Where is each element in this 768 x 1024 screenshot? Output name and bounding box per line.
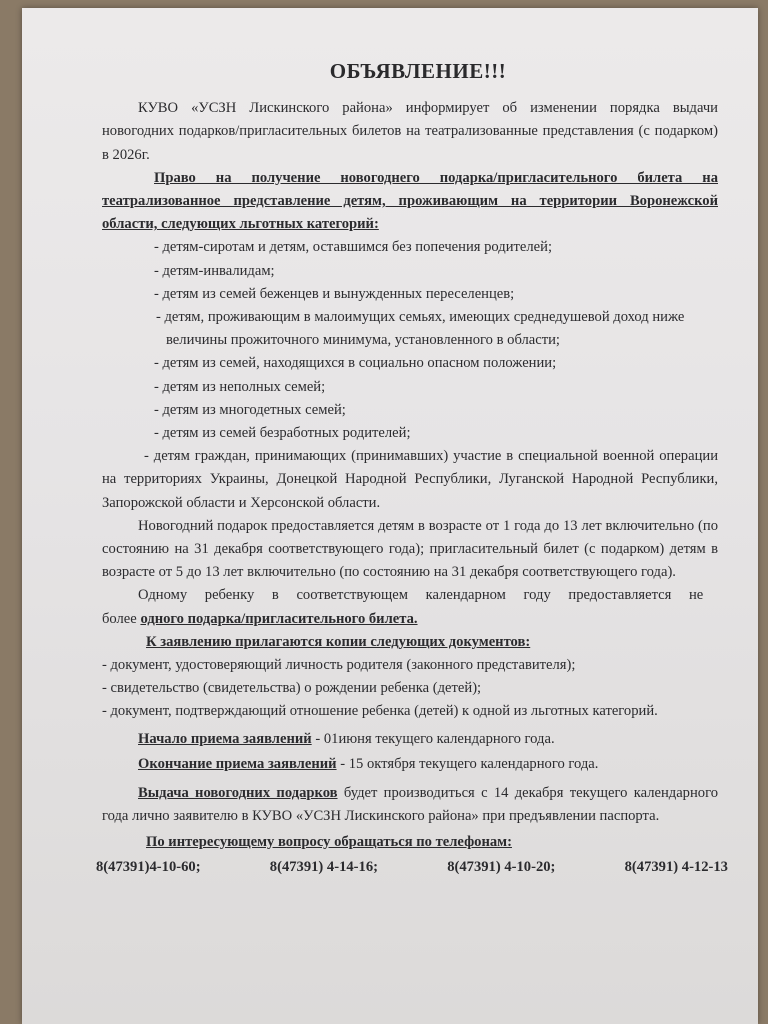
start-label: Начало приема заявлений [138,730,312,747]
phone-number: 8(47391)4-10-60; [96,858,201,875]
one-child-text: Одному ребенку в соответствующем календарном году предоставляется не более [102,587,704,627]
category-item: - детям из неполных семей; [154,378,326,395]
issue-paragraph [102,782,718,828]
announcement-document [96,59,728,879]
end-text: - 15 октября текущего календарного года. [336,755,599,772]
eligibility-heading: Право на получение новогоднего подарка/пригласительного билета на театрализованное представление детям, проживающим на территории Воронежской области, следующих льготных категорий: [102,169,718,233]
category-item: - детям, проживающим в малоимущих семьях, имеющих среднедушевой доход ниже величины прожиточного минимума, установленного в области; [156,309,685,349]
announcement-title: ОБЪЯВЛЕНИЕ!!! [329,59,507,83]
issue-text: будет производиться с 14 декабря текущего календарного года лично заявителю в КУВО «УСЗН Лискинского района» при предъявлении паспорта. [102,785,718,825]
end-label: Окончание приема заявлений [138,755,337,772]
phones-row [96,856,728,879]
end-paragraph [102,753,718,776]
phone-number: 8(47391) 4-12-13 [624,858,728,875]
phone-number: 8(47391) 4-14-16; [269,858,378,875]
document-item: - свидетельство (свидетельства) о рождении ребенка (детей); [102,680,482,697]
start-text: - 01июня текущего календарного года. [311,730,555,747]
phones-heading: По интересующему вопросу обращаться по телефонам: [146,833,512,850]
one-child-paragraph [102,584,718,630]
document-item: - документ, подтверждающий отношение ребенка (детей) к одной из льготных категорий. [102,703,658,720]
one-child-emphasis: одного подарка/пригласительного билета. [140,610,418,627]
category-item: - детям из семей беженцев и вынужденных переселенцев; [154,285,515,302]
categories-list [102,236,718,514]
document-item: - документ, удостоверяющий личность родителя (законного представителя); [102,657,576,674]
category-item: - детям из семей, находящихся в социально опасном положении; [154,355,557,372]
documents-heading: К заявлению прилагаются копии следующих документов: [146,633,531,650]
paper-sheet [22,8,758,1024]
phone-number: 8(47391) 4-10-20; [447,858,556,875]
intro-paragraph: КУВО «УСЗН Лискинского района» информирует об изменении порядка выдачи новогодних подарков/пригласительных билетов на театрализованные представления (с подарком) в 2026г. [102,100,718,163]
category-item: - детям-инвалидам; [154,262,275,279]
age-paragraph: Новогодний подарок предоставляется детям в возрасте от 1 года до 13 лет включительно (по состоянию на 31 декабря соответствующего года); пригласительный билет (с подарком) детям в возрасте от 5 до 13 лет включительно (по состоянию на 31 декабря соответствующего года). [102,517,718,581]
category-item: - детям из семей безработных родителей; [154,425,411,442]
start-paragraph [102,728,718,751]
category-item: - детям-сиротам и детям, оставшимся без попечения родителей; [154,239,553,256]
issue-label: Выдача новогодних подарков [138,785,338,802]
category-item: - детям из многодетных семей; [154,401,346,418]
documents-list [102,654,718,724]
category-item: - детям граждан, принимающих (принимавших) участие в специальной военной операции на территориях Украины, Донецкой Народной Республики, Луганской Народной Республики, Запорожской области и Херсонской области. [102,448,718,511]
